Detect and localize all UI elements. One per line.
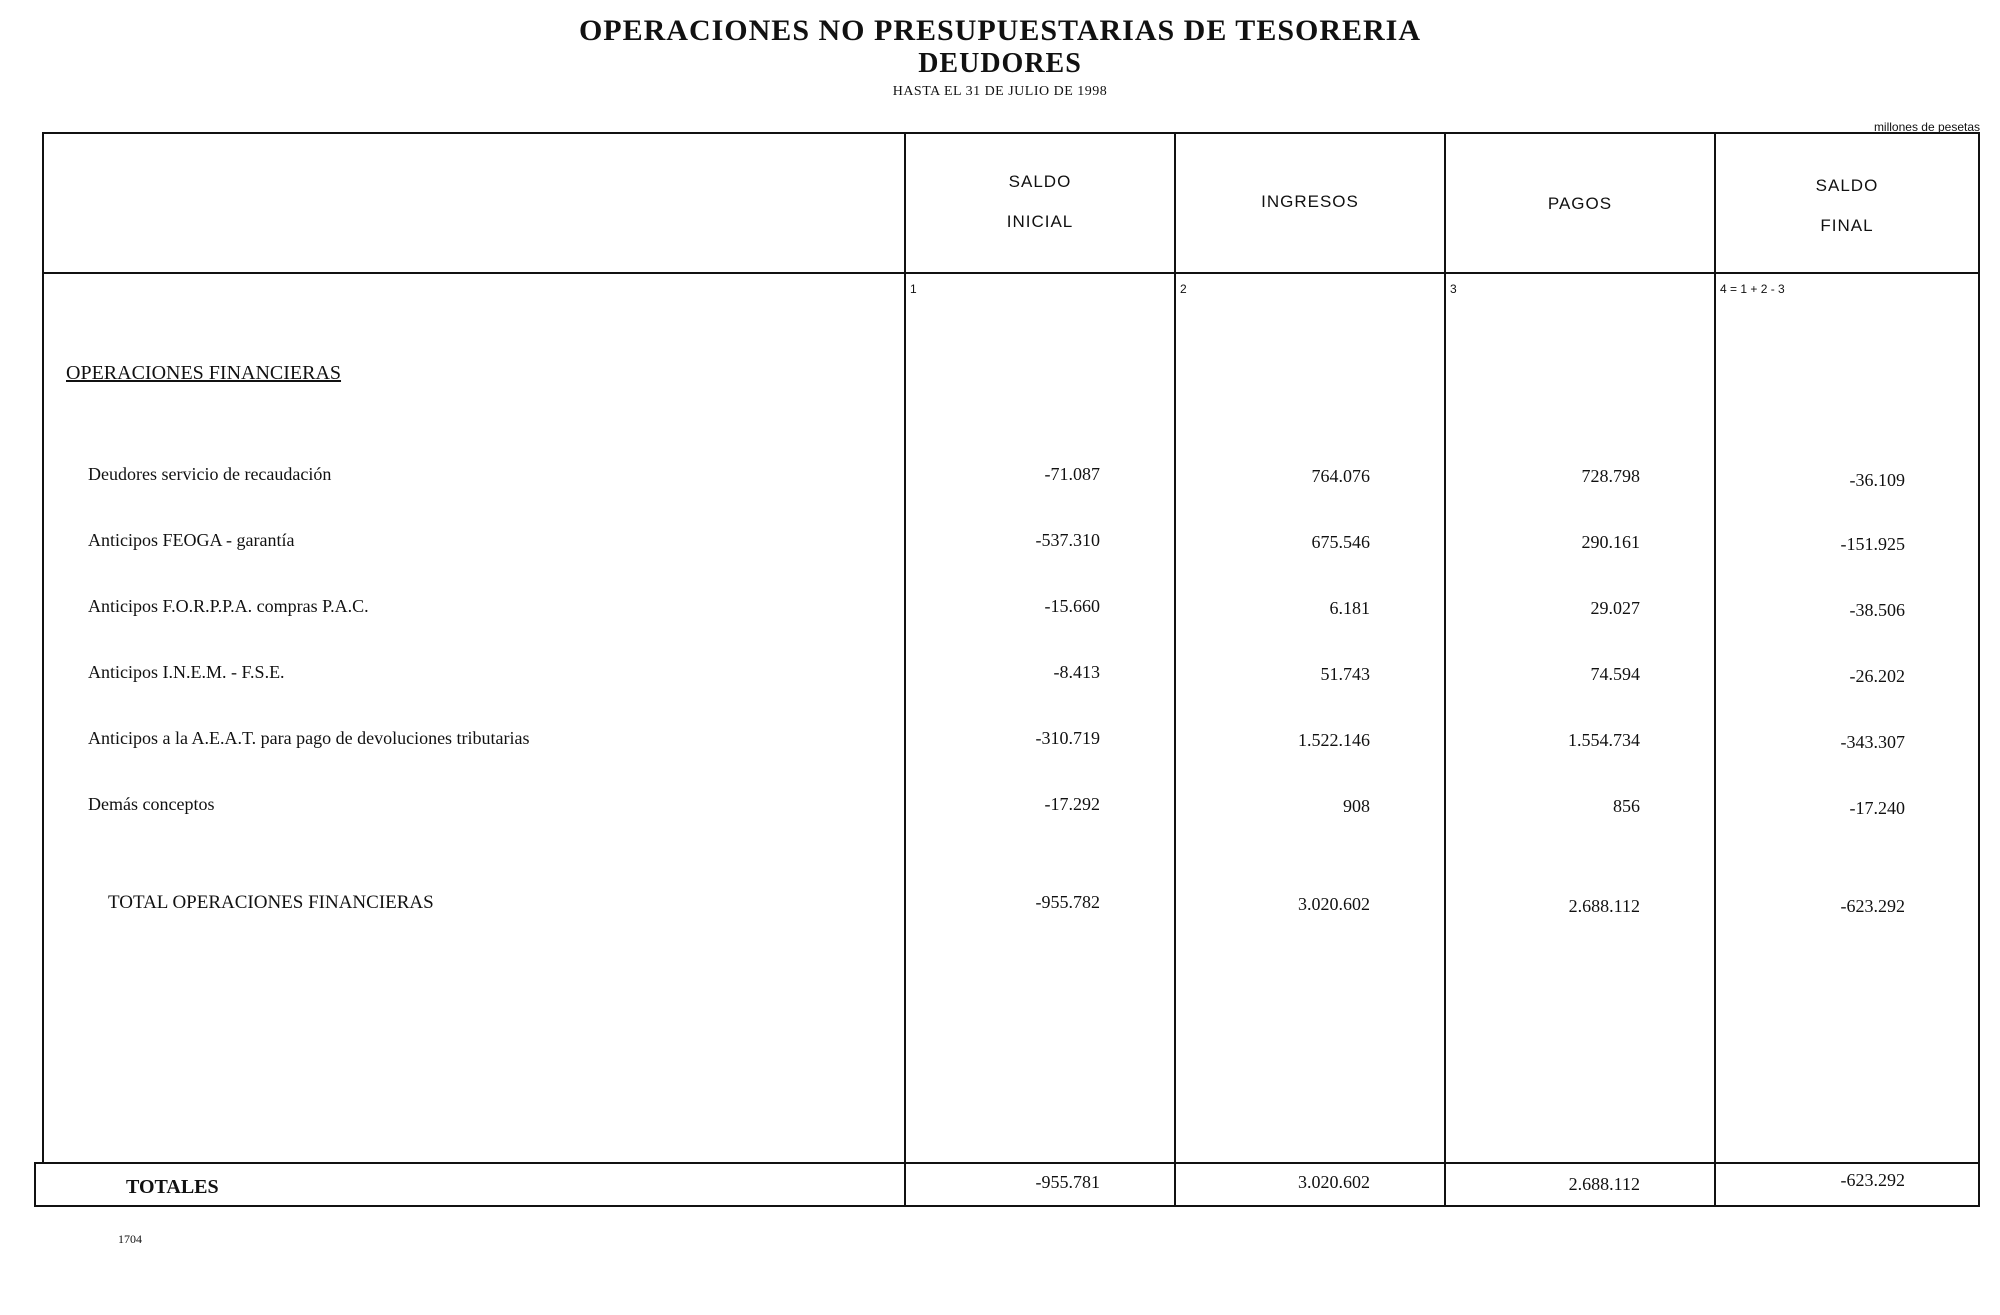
totales-cell: -623.292 — [1840, 1170, 1905, 1190]
table-cell: 675.546 — [1311, 532, 1370, 552]
page-title: OPERACIONES NO PRESUPUESTARIAS DE TESORERIA — [578, 14, 1422, 47]
totales-label: TOTALES — [126, 1176, 219, 1198]
total-cell: 3.020.602 — [1298, 894, 1370, 914]
table-cell: -17.292 — [1044, 794, 1100, 814]
column-header-saldo-final: SALDO FINAL — [1815, 176, 1879, 235]
column-header-saldo-inicial: SALDO INICIAL — [1006, 172, 1074, 231]
column-header-pagos: PAGOS — [1547, 194, 1613, 213]
totals-left-border — [34, 1162, 36, 1205]
table-row-label: Anticipos F.O.R.P.P.A. compras P.A.C. — [88, 596, 369, 616]
table-cell: -15.660 — [1044, 596, 1100, 616]
table-cell: -36.109 — [1849, 470, 1905, 490]
total-row-label: TOTAL OPERACIONES FINANCIERAS — [108, 892, 434, 913]
table-cell: -26.202 — [1849, 666, 1905, 686]
table-cell: -71.087 — [1044, 464, 1100, 484]
table-cell: 51.743 — [1320, 664, 1370, 684]
column-number: 2 — [1180, 282, 1187, 296]
totales-cell: -955.781 — [1035, 1172, 1100, 1192]
total-cell: 2.688.112 — [1568, 896, 1640, 916]
table-cell: 6.181 — [1329, 598, 1370, 618]
units-label: millones de pesetas — [1873, 120, 1980, 134]
column-divider — [1978, 132, 1980, 1205]
table-cell: 856 — [1613, 796, 1640, 816]
table-cell: -17.240 — [1849, 798, 1905, 818]
table-cell: 74.594 — [1590, 664, 1640, 684]
table-cell: -343.307 — [1840, 732, 1905, 752]
totales-cell: 3.020.602 — [1298, 1172, 1370, 1192]
table-cell: 1.554.734 — [1568, 730, 1640, 750]
table-cell: -8.413 — [1053, 662, 1100, 682]
table-row-label: Demás conceptos — [88, 794, 215, 814]
section-title: OPERACIONES FINANCIERAS — [66, 362, 342, 384]
column-number: 4 = 1 + 2 - 3 — [1720, 282, 1785, 296]
table-cell: -310.719 — [1035, 728, 1100, 748]
table-row-label: Anticipos FEOGA - garantía — [88, 530, 295, 550]
column-number: 3 — [1450, 282, 1457, 296]
totals-divider — [34, 1162, 1980, 1164]
table-cell: 290.161 — [1581, 532, 1640, 552]
table-cell: 1.522.146 — [1298, 730, 1370, 750]
table-cell: 764.076 — [1311, 466, 1370, 486]
total-cell: -623.292 — [1840, 896, 1905, 916]
table-cell: -38.506 — [1849, 600, 1905, 620]
column-number: 1 — [910, 282, 917, 296]
table-frame — [42, 132, 1980, 1162]
column-header-ingresos: INGRESOS — [1261, 192, 1359, 211]
table-cell: 29.027 — [1590, 598, 1640, 618]
bottom-divider — [34, 1205, 1980, 1207]
table-cell: -151.925 — [1840, 534, 1905, 554]
table-row-label: Deudores servicio de recaudación — [88, 464, 332, 484]
page-subtitle: DEUDORES — [918, 48, 1082, 79]
table-cell: 908 — [1343, 796, 1370, 816]
table-cell: -537.310 — [1035, 530, 1100, 550]
total-cell: -955.782 — [1035, 892, 1100, 912]
table-row-label: Anticipos a la A.E.A.T. para pago de devoluciones tributarias — [88, 728, 530, 748]
header-divider — [42, 272, 1980, 274]
totales-cell: 2.688.112 — [1568, 1174, 1640, 1194]
table-cell: 728.798 — [1581, 466, 1640, 486]
page-footnote: 1704 — [118, 1232, 142, 1246]
table-row-label: Anticipos I.N.E.M. - F.S.E. — [88, 662, 285, 682]
period-label: HASTA EL 31 DE JULIO DE 1998 — [892, 84, 1108, 99]
